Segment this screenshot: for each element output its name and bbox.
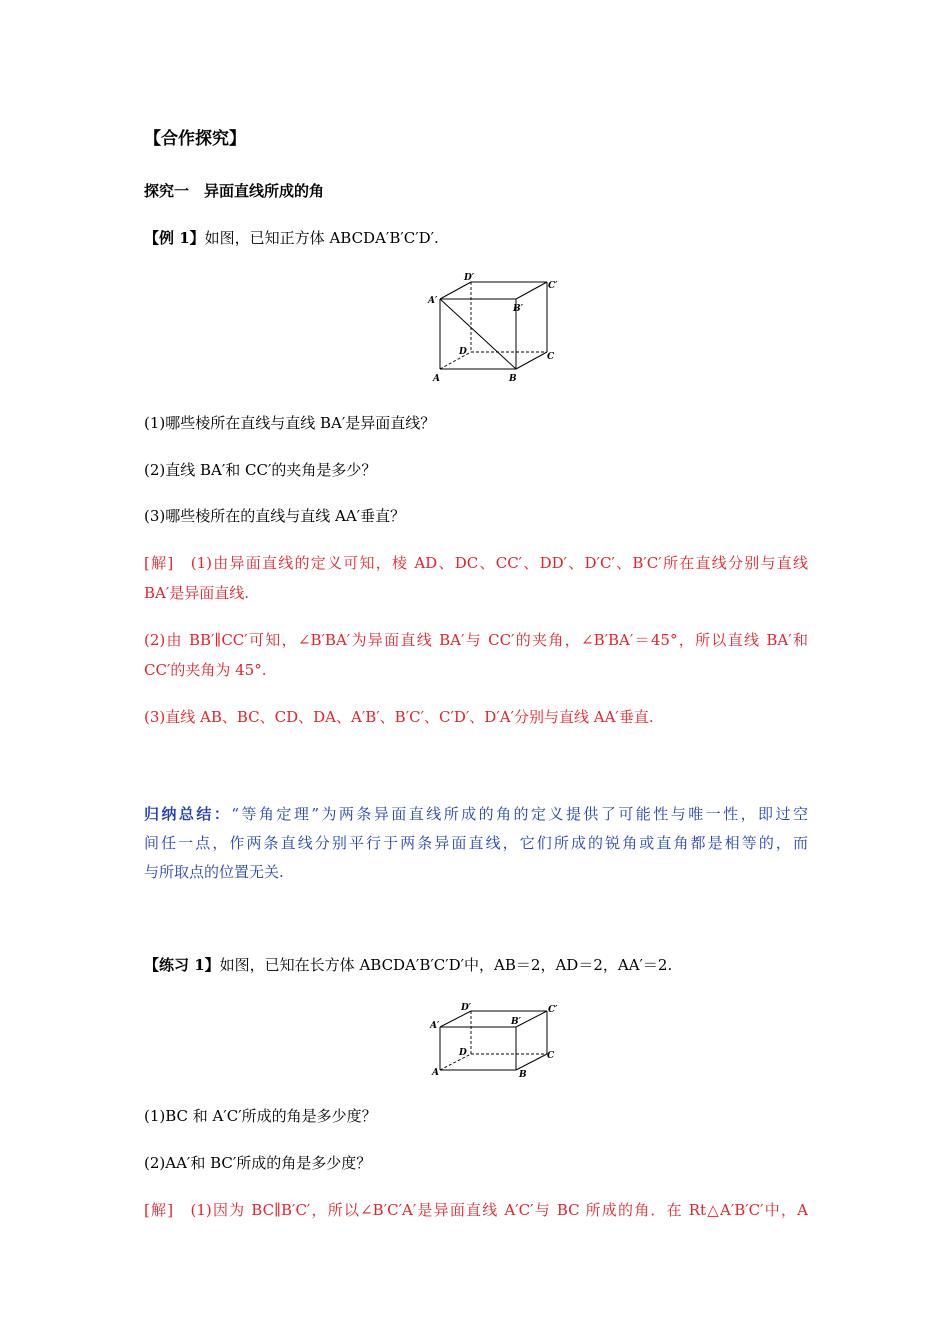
label-b: B (509, 374, 517, 384)
label-a1: A′ (428, 296, 438, 306)
edge-bc (516, 352, 547, 369)
label-c: C (547, 1051, 555, 1061)
label-b1: B′ (511, 1017, 521, 1027)
box-figure (425, 998, 565, 1084)
label-a: A (432, 1068, 439, 1078)
label-d: D (459, 347, 467, 357)
example-1-solution-line-2: BA′是异面直线. (144, 584, 250, 602)
example-1-solution-line-5: (3)直线 AB、BC、CD、DA、A′B′、B′C′、C′D′、D′A′分别与直线 AA′垂直. (144, 708, 654, 726)
label-c: C (547, 352, 555, 362)
example-1-label: 【例 1】 (144, 229, 205, 247)
label-c1: C′ (548, 281, 558, 291)
example-1-solution-line-3: (2)由 BB′∥CC′可知，∠B′BA′为异面直线 BA′与 CC′的夹角，∠B′BA′＝45°，所以直线 BA′和 (144, 631, 808, 649)
example-1-question-2: (2)直线 BA′和 CC′的夹角是多少？ (144, 461, 377, 479)
example-1-solution-line-4: CC′的夹角为 45°. (144, 661, 267, 679)
label-a: A (433, 374, 440, 384)
edge-a1d1 (440, 1011, 471, 1027)
example-1-text: 如图，已知正方体 ABCDA′B′C′D′. (204, 229, 439, 247)
example-1-question-3: (3)哪些棱所在的直线与直线 AA′垂直？ (144, 507, 406, 525)
label-d1: D′ (464, 273, 475, 283)
label-b1: B′ (513, 304, 523, 314)
exercise-1-statement (144, 954, 808, 976)
exercise-1-text: 如图，已知在长方体 ABCDA′B′C′D′中，AB＝2，AD＝2，AA′＝2. (219, 956, 673, 974)
example-1-solution-line-1: [解] (1)由异面直线的定义可知，棱 AD、DC、CC′、DD′、D′C′、B′C′所在直线分别与直线 (144, 554, 808, 572)
edge-a1d1 (440, 282, 471, 299)
section-title: 【合作探究】 (144, 129, 246, 149)
label-d: D (459, 1048, 467, 1058)
summary-line-2: 间任一点，作两条直线分别平行于两条异面直线，它们所成的锐角或直角都是相等的，而 (144, 834, 808, 852)
label-b: B (519, 1070, 527, 1080)
subsection-title: 探究一 异面直线所成的角 (144, 182, 325, 200)
summary-text-1: “等角定理”为两条异面直线所成的角的定义提供了可能性与唯一性，即过空 (231, 805, 808, 823)
cube-figure (425, 268, 565, 388)
diagonal-a1b (440, 299, 516, 369)
example-1-question-1: (1)哪些棱所在直线与直线 BA′是异面直线？ (144, 414, 436, 432)
summary-line-1 (144, 803, 808, 825)
exercise-1-question-2: (2)AA′和 BC′所成的角是多少度？ (144, 1154, 372, 1172)
label-c1: C′ (548, 1005, 558, 1015)
exercise-1-label: 【练习 1】 (144, 956, 220, 974)
edge-bc (516, 1054, 547, 1070)
exercise-1-question-1: (1)BC 和 A′C′所成的角是多少度？ (144, 1107, 377, 1125)
exercise-1-solution-line-1: [解] (1)因为 BC∥B′C′，所以∠B′C′A′是异面直线 A′C′与 BC 所成的角．在 Rt△A′B′C′中，A (144, 1201, 808, 1219)
summary-label: 归纳总结： (144, 805, 232, 823)
edge-c1b1 (516, 282, 547, 299)
summary-line-3: 与所取点的位置无关. (144, 863, 284, 881)
label-a1: A′ (430, 1021, 440, 1031)
example-1-statement (144, 227, 808, 249)
label-d1: D′ (461, 1003, 472, 1013)
